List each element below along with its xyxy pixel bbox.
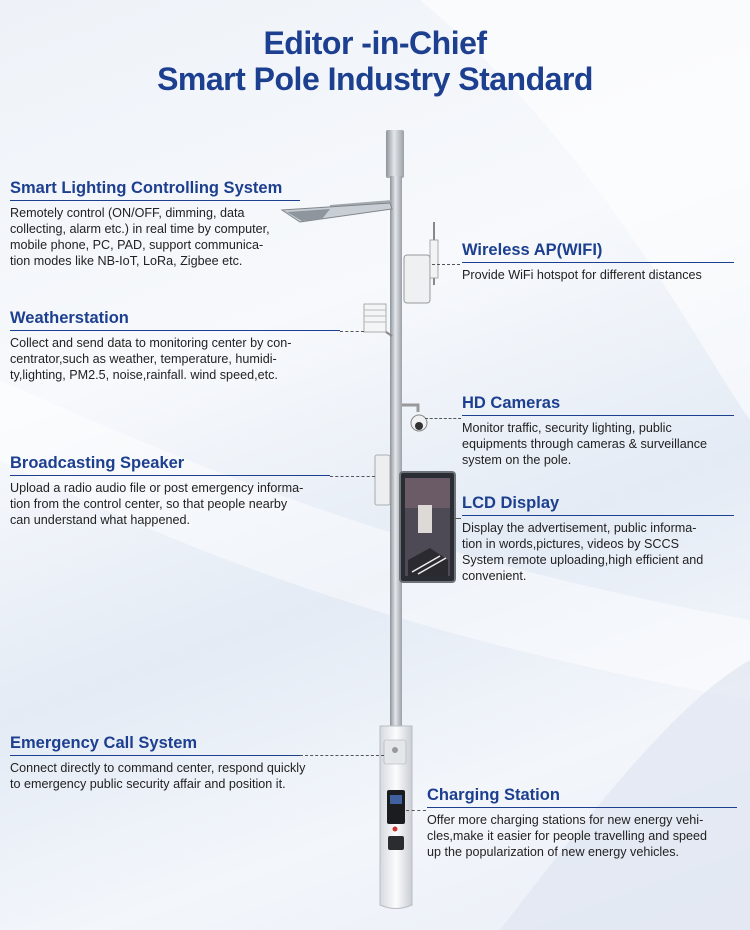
feature-description: Offer more charging stations for new energy vehi- cles,make it easier for people travelling and speed up the popularization of new energy vehicles.: [427, 813, 708, 859]
feature-description: Provide WiFi hotspot for different distances: [462, 268, 702, 282]
feature-lcd-display: [462, 493, 742, 584]
feature-hd-cameras: [462, 393, 742, 468]
camera-arm: [402, 405, 418, 412]
connector-charging: [406, 810, 426, 811]
feature-heading: HD Cameras: [462, 394, 561, 412]
feature-wireless-ap: [462, 240, 742, 283]
feature-heading: Charging Station: [427, 786, 560, 804]
feature-heading: Smart Lighting Controlling System: [10, 179, 283, 197]
feature-heading: Wireless AP(WIFI): [462, 241, 603, 259]
feature-heading: LCD Display: [462, 494, 560, 512]
feature-description: Collect and send data to monitoring center by con- centrator,such as weather, temperature, humidi- ty,lighting, PM2.5, noise,rainfall. wind speed,etc.: [10, 336, 292, 382]
feature-heading: Broadcasting Speaker: [10, 454, 185, 472]
feature-emergency-call: [10, 733, 350, 792]
feature-heading: Emergency Call System: [10, 734, 198, 752]
feature-description: Display the advertisement, public informa- tion in words,pictures, videos by SCCS System remote uploading,high efficient and convenient.: [462, 521, 704, 583]
connector-weather: [340, 331, 364, 332]
connector-cameras: [425, 418, 461, 419]
feature-description: Remotely control (ON/OFF, dimming, data collecting, alarm etc.) in real time by computer, mobile phone, PC, PAD, support communica- tion modes like NB-IoT, LoRa, Zigbee etc.: [10, 206, 270, 268]
connector-wifi: [432, 264, 460, 265]
feature-charging-station: [427, 785, 745, 860]
feature-weatherstation: [10, 308, 340, 383]
feature-description: Monitor traffic, security lighting, public equipments through cameras & surveillance system on the pole.: [462, 421, 708, 467]
weatherstation-device: [364, 304, 386, 332]
feature-smart-lighting: [10, 178, 300, 269]
feature-description: Connect directly to command center, respond quickly to emergency public security affair and position it.: [10, 761, 306, 791]
pole-top-cap: [386, 130, 404, 178]
wifi-ap-device: [404, 255, 430, 303]
page-title-line1: Editor -in-Chief: [263, 25, 487, 61]
broadcasting-speaker-device: [375, 455, 390, 505]
feature-broadcasting-speaker: [10, 453, 340, 528]
page-title-line2: Smart Pole Industry Standard: [157, 61, 593, 97]
pole-shaft: [390, 176, 402, 736]
connector-lcd: [455, 518, 461, 519]
feature-heading: Weatherstation: [10, 309, 129, 327]
feature-description: Upload a radio audio file or post emergency informa- tion from the control center, so that people nearby can understand what happened.: [10, 481, 304, 527]
